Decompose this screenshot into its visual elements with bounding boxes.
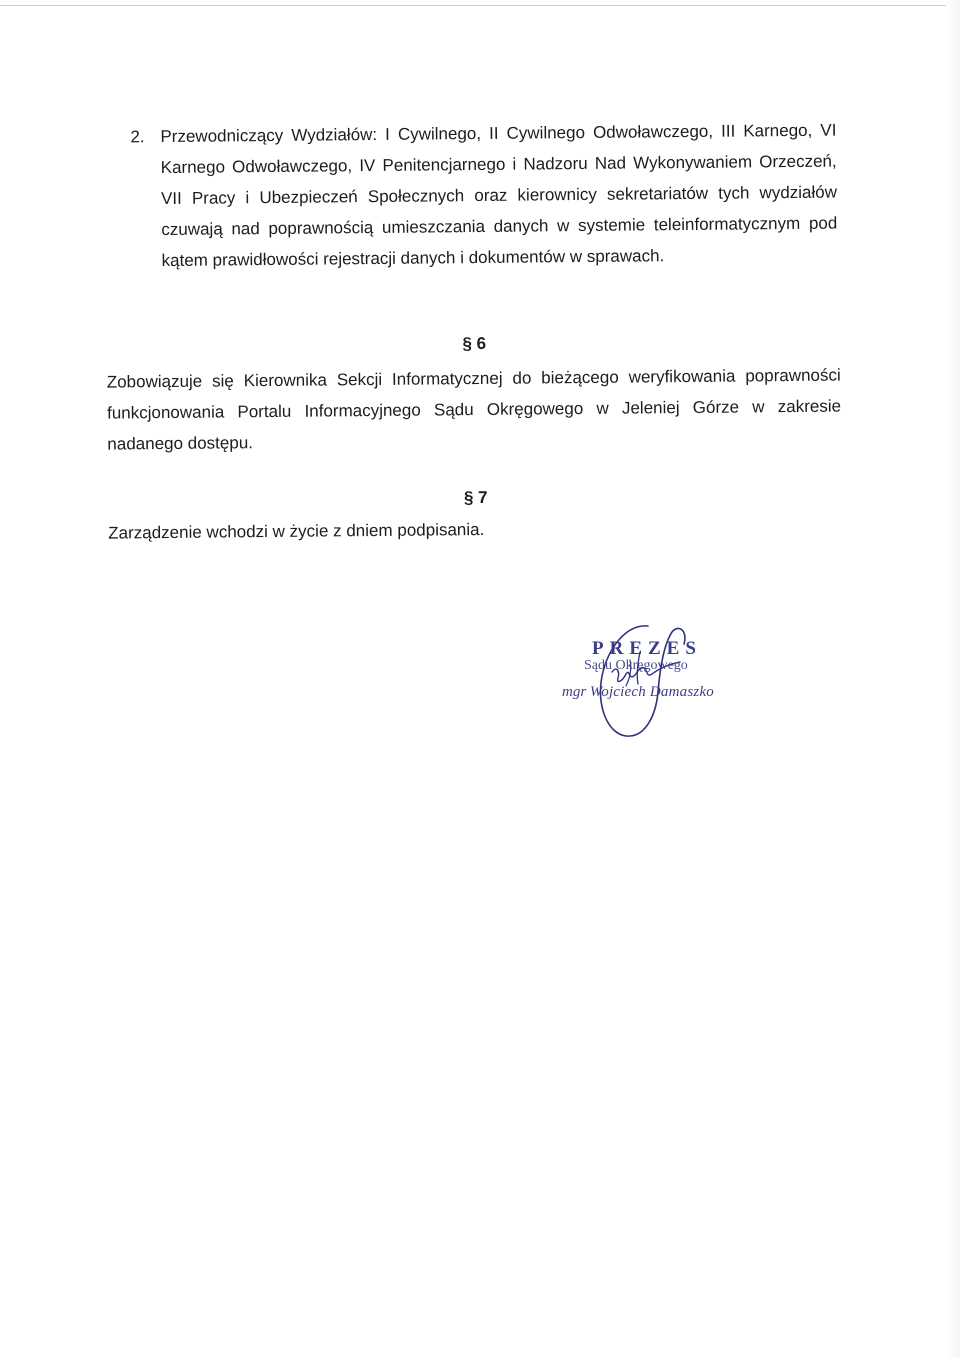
section-6-heading: § 6 [462, 333, 487, 354]
stamp-name-prefix: mgr [562, 684, 587, 700]
item-number: 2. [130, 127, 145, 147]
stamp-subtitle: Sądu Okręgowego [584, 658, 688, 673]
section-7-heading: § 7 [463, 487, 488, 508]
section-7-paragraph: Zarządzenie wchodzi w życie z dniem podpisania. [108, 519, 485, 543]
stamp-title: PREZES [592, 638, 702, 659]
section-6-paragraph: Zobowiązuje się Kierownika Sekcji Informatycznej do bieżącego weryfikowania poprawności funkcjonowania Portalu Informacyjnego Sądu Okręgowego w Jeleniej Górze w zakresie nadanego dostępu. [106, 365, 842, 454]
president-stamp [556, 622, 756, 742]
stamp-name: Wojciech Damaszko [589, 684, 714, 700]
handwritten-signature [556, 622, 756, 742]
item-2-paragraph: Przewodniczący Wydziałów: I Cywilnego, II Cywilnego Odwoławczego, III Karnego, VI Karnego Odwoławczego, IV Penitencjarnego i Nadzoru Nad Wykonywaniem Orzeczeń, VII Pracy i Ubezpieczeń Społecznych oraz kierownicy sekretariatów tych wydziałów czuwają nad poprawnością umieszczania danych w systemie teleinformatycznym pod kątem prawidłowości rejestracji danych i dokumentów w sprawach. [160, 120, 838, 271]
